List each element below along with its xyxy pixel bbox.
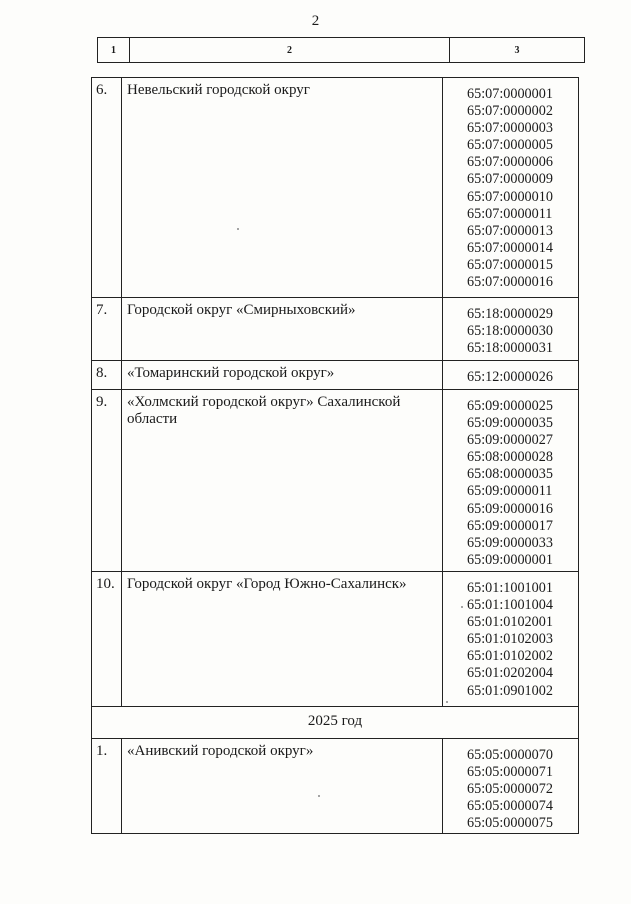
cadastral-code: 65:01:0102002 bbox=[467, 648, 553, 665]
cadastral-code: 65:07:0000003 bbox=[467, 120, 553, 137]
cadastral-codes-cell bbox=[443, 78, 578, 297]
cadastral-code: 65:07:0000005 bbox=[467, 137, 553, 154]
cadastral-code: 65:01:0102001 bbox=[467, 614, 553, 631]
cadastral-code: 65:09:0000016 bbox=[467, 500, 553, 517]
cadastral-code: 65:05:0000070 bbox=[467, 747, 553, 763]
column-header-1: 1 bbox=[98, 38, 130, 62]
cadastral-code: 65:01:1001001 bbox=[467, 580, 553, 596]
page-number: 2 bbox=[311, 13, 320, 29]
row-number: 9. bbox=[92, 390, 122, 571]
cadastral-code: 65:07:0000014 bbox=[467, 239, 553, 256]
cadastral-code: 65:07:0000013 bbox=[467, 222, 553, 239]
cadastral-code: 65:08:0000035 bbox=[467, 466, 553, 483]
cadastral-code: 65:09:0000011 bbox=[467, 483, 553, 500]
column-header-2: 2 bbox=[130, 38, 450, 62]
cadastral-code: 65:07:0000009 bbox=[467, 171, 553, 188]
municipality-name: Городской округ «Смирныховский» bbox=[122, 298, 443, 360]
cadastral-code: 65:18:0000029 bbox=[467, 306, 553, 322]
cadastral-codes-cell bbox=[443, 739, 578, 833]
column-header-3: 3 bbox=[514, 44, 520, 56]
districts-table bbox=[91, 77, 579, 834]
row-number: 8. bbox=[92, 361, 122, 389]
table-row bbox=[92, 298, 578, 361]
municipality-name: Невельский городской округ bbox=[122, 78, 443, 297]
scan-speck bbox=[446, 701, 448, 703]
table-row bbox=[92, 572, 578, 707]
cadastral-codes-cell bbox=[443, 390, 578, 571]
cadastral-code: 65:09:0000017 bbox=[467, 517, 553, 534]
cadastral-code: 65:18:0000031 bbox=[467, 340, 553, 357]
cadastral-code: 65:01:0901002 bbox=[467, 682, 553, 699]
row-number: 10. bbox=[92, 572, 122, 706]
cadastral-code: 65:05:0000075 bbox=[467, 815, 553, 832]
municipality-name: «Томаринский городской округ» bbox=[122, 361, 443, 389]
cadastral-code: 65:05:0000072 bbox=[467, 781, 553, 798]
scan-speck bbox=[461, 606, 463, 608]
cadastral-code: 65:07:0000002 bbox=[467, 103, 553, 120]
column-header-row bbox=[97, 37, 585, 63]
cadastral-code: 65:09:0000033 bbox=[467, 534, 553, 551]
cadastral-code: 65:05:0000074 bbox=[467, 798, 553, 815]
row-number: 1. bbox=[92, 739, 122, 833]
cadastral-code: 65:09:0000001 bbox=[467, 551, 553, 568]
row-number: 7. bbox=[92, 298, 122, 360]
table-row bbox=[92, 361, 578, 390]
cadastral-code: 65:07:0000011 bbox=[467, 205, 553, 222]
municipality-name: «Анивский городской округ» bbox=[122, 739, 443, 833]
cadastral-code: 65:09:0000025 bbox=[467, 398, 553, 414]
cadastral-codes-cell bbox=[443, 361, 578, 389]
cadastral-code: 65:18:0000030 bbox=[467, 323, 553, 340]
cadastral-codes-cell bbox=[443, 572, 578, 706]
cadastral-code: 65:07:0000001 bbox=[467, 86, 553, 102]
cadastral-code: 65:07:0000016 bbox=[467, 274, 553, 291]
cadastral-code: 65:09:0000027 bbox=[467, 432, 553, 449]
cadastral-code: 65:01:0202004 bbox=[467, 665, 553, 682]
cadastral-code: 65:01:0102003 bbox=[467, 631, 553, 648]
table-row bbox=[92, 390, 578, 572]
scan-speck bbox=[237, 228, 239, 230]
cadastral-code: 65:07:0000010 bbox=[467, 188, 553, 205]
table-row bbox=[92, 739, 578, 834]
cadastral-codes-cell bbox=[443, 298, 578, 360]
cadastral-code: 65:07:0000006 bbox=[467, 154, 553, 171]
municipality-name: Городской округ «Город Южно-Сахалинск» bbox=[122, 572, 443, 706]
cadastral-code: 65:01:1001004 bbox=[467, 597, 553, 614]
municipality-name: «Холмский городской округ» Сахалинской области bbox=[122, 390, 443, 571]
cadastral-code: 65:05:0000071 bbox=[467, 764, 553, 781]
cadastral-code: 65:09:0000035 bbox=[467, 415, 553, 432]
cadastral-code: 65:07:0000015 bbox=[467, 256, 553, 273]
year-section-header: 2025 год bbox=[92, 707, 578, 739]
cadastral-code: 65:12:0000026 bbox=[467, 369, 553, 385]
row-number: 6. bbox=[92, 78, 122, 297]
table-row bbox=[92, 78, 578, 298]
scan-speck bbox=[318, 795, 320, 797]
cadastral-code: 65:08:0000028 bbox=[467, 449, 553, 466]
